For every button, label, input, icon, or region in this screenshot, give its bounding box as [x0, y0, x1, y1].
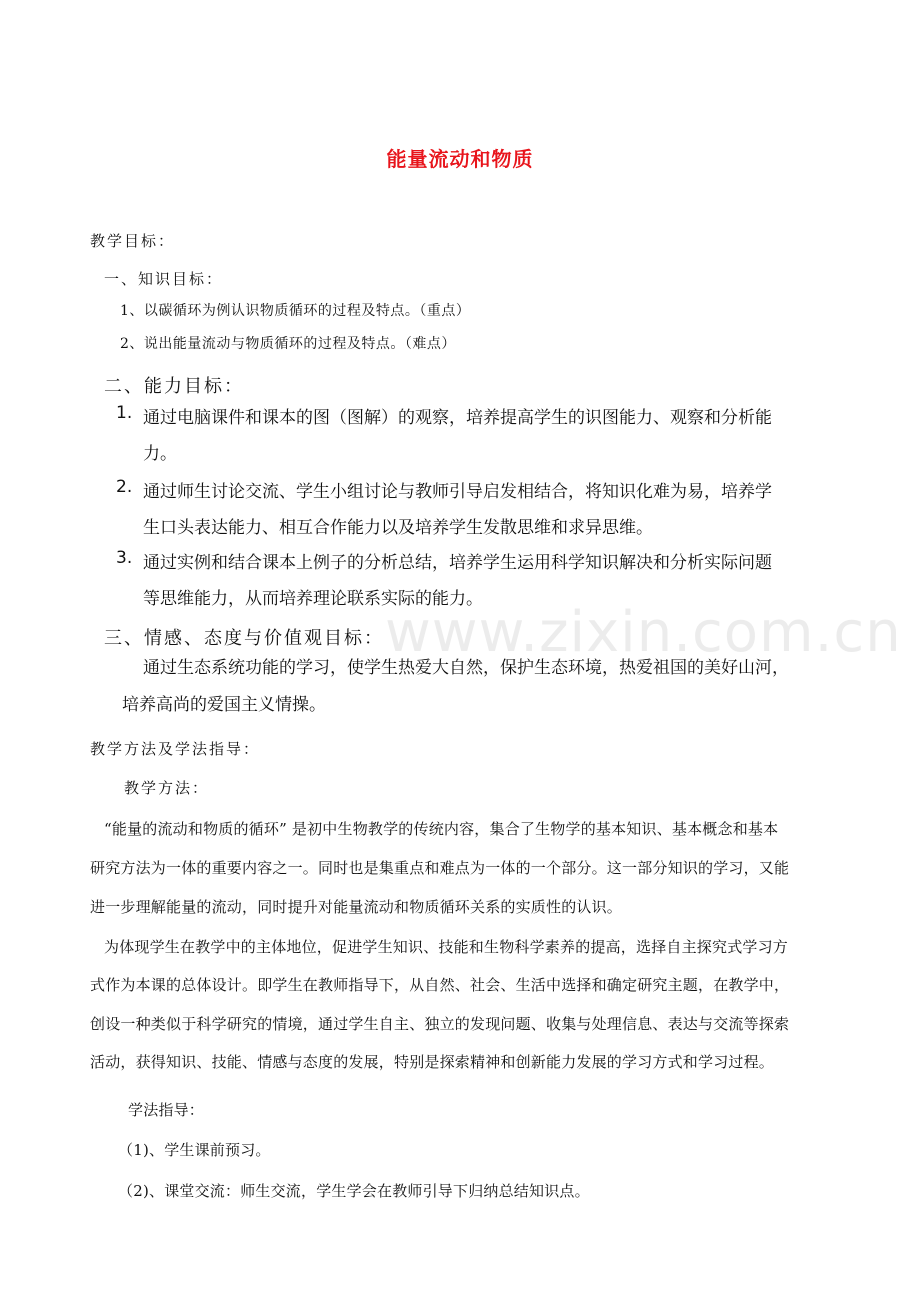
- knowledge-item: 1、以碳循环为例认识物质循环的过程及特点。（重点）: [120, 303, 471, 319]
- objectives-heading: 教学目标：: [90, 232, 176, 250]
- paragraph-line: 式作为本课的总体设计。即学生在教师指导下，从自然、社会、生活中选择和确定研究主题，在教学中，: [90, 976, 790, 994]
- study-guide-item: （1)、学生课前预习。: [118, 1141, 271, 1159]
- item-text: 通过电脑课件和课本的图（图解）的观察，培养提高学生的识图能力、观察和分析能: [143, 408, 772, 428]
- paragraph-line: 进一步理解能量的流动，同时提升对能量流动和物质循环关系的实质性的认识。: [90, 898, 623, 916]
- paragraph-line: 为体现学生在教学中的主体地位，促进学生知识、技能和生物科学素养的提高，选择自主探究式学习方: [104, 938, 789, 956]
- study-guide-item: （2)、课堂交流：师生交流，学生学会在教师引导下归纳总结知识点。: [118, 1182, 590, 1200]
- paragraph-line: “能量的流动和物质的循环” 是初中生物教学的传统内容，集合了生物学的基本知识、基本概念和基本: [104, 820, 779, 838]
- item-text: 通过师生讨论交流、学生小组讨论与教师引导启发相结合，将知识化难为易，培养学: [143, 482, 772, 502]
- emotion-text: 培养高尚的爱国主义情操。: [122, 695, 326, 715]
- emotion-text: 通过生态系统功能的学习，使学生热爱大自然，保护生态环境，热爱祖国的美好山河，: [143, 658, 789, 678]
- item-text: 生口头表达能力、相互合作能力以及培养学生发散思维和求异思维。: [143, 518, 653, 538]
- item-text: 通过实例和结合课本上例子的分析总结，培养学生运用科学知识解决和分析实际问题: [143, 553, 772, 573]
- paragraph-line: 研究方法为一体的重要内容之一。同时也是集重点和难点为一体的一个部分。这一部分知识的学习，又能: [90, 859, 790, 877]
- knowledge-heading: 一、知识目标：: [104, 270, 224, 288]
- knowledge-item: 2、说出能量流动与物质循环的过程及特点。（难点）: [120, 336, 456, 352]
- ability-heading: 二、能力目标：: [104, 376, 244, 397]
- methods-heading: 教学方法及学法指导：: [90, 740, 261, 758]
- teaching-method-heading: 教学方法：: [124, 779, 210, 797]
- item-text: 力。: [143, 444, 177, 464]
- item-text: 等思维能力，从而培养理论联系实际的能力。: [143, 589, 483, 609]
- item-number: 2.: [116, 477, 133, 497]
- item-number: 3.: [116, 548, 133, 568]
- watermark: www.zixin.com.cn: [385, 600, 902, 665]
- study-guide-heading: 学法指导：: [128, 1101, 205, 1119]
- item-number: 1.: [116, 403, 133, 423]
- paragraph-line: 活动，获得知识、技能、情感与态度的发展，特别是探索精神和创新能力发展的学习方式和学习过程。: [90, 1053, 775, 1071]
- page-title: 能量流动和物质: [386, 147, 534, 171]
- paragraph-line: 创设一种类似于科学研究的情境，通过学生自主、独立的发现问题、收集与处理信息、表达与交流等探索: [90, 1015, 790, 1033]
- emotion-heading: 三、情感、态度与价值观目标：: [104, 628, 384, 649]
